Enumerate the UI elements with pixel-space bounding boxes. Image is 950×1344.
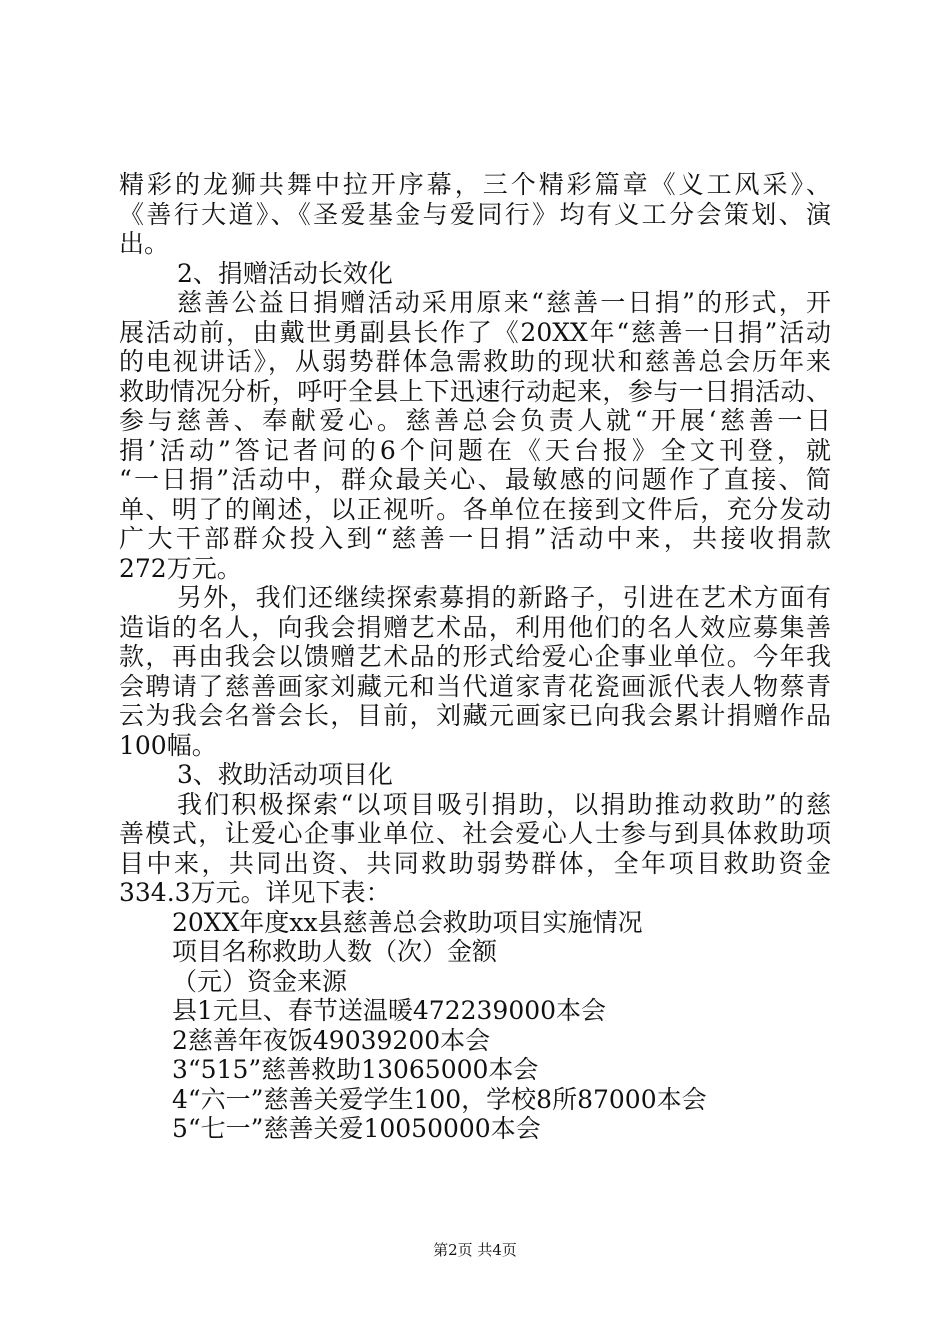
paragraph-line: 100幅。 — [119, 730, 217, 760]
paragraph-line: 的电视讲话》，从弱势群体急需救助的现状和慈善总会历年来 — [119, 347, 831, 376]
section-heading: 3、救助活动项目化 — [177, 760, 393, 789]
page-footer: 第2页 共4页 — [433, 1241, 517, 1259]
section-heading: 2、捐赠活动长效化 — [177, 258, 393, 288]
table-row-line: 2慈善年夜饭49039200本会 — [172, 1025, 491, 1055]
paragraph-line: 我们积极探索“以项目吸引捐助，以捐助推动救助”的慈 — [177, 789, 831, 819]
paragraph-line: 展活动前，由戴世勇副县长作了《20XX年“慈善一日捐”活动 — [119, 317, 831, 347]
paragraph-line: “一日捐”活动中，群众最关心、最敏感的问题作了直接、简 — [119, 465, 831, 494]
table-row-line: 3“515”慈善救助13065000本会 — [172, 1055, 539, 1084]
table-title: 20XX年度xx县慈善总会救助项目实施情况 — [172, 907, 643, 937]
paragraph-line: 参与慈善、奉献爱心。慈善总会负责人就“开展‘慈善一日 — [119, 406, 831, 435]
paragraph-line: 救助情况分析，呼吁全县上下迅速行动起来，参与一日捐活动、 — [119, 376, 831, 406]
paragraph-line: 款，再由我会以馈赠艺术品的形式给爱心企事业单位。今年我 — [119, 642, 831, 671]
table-header-line: 项目名称救助人数（次）金额 — [172, 937, 498, 966]
paragraph-line: 捐’活动”答记者问的6个问题在《天台报》全文刊登，就 — [119, 435, 831, 465]
table-row-line: 4“六一”慈善关爱学生100，学校8所87000本会 — [172, 1084, 707, 1114]
table-row-line: 县1元旦、春节送温暖472239000本会 — [172, 996, 607, 1025]
paragraph-line: 会聘请了慈善画家刘藏元和当代道家青花瓷画派代表人物蔡青 — [119, 671, 831, 701]
table-row-line: 5“七一”慈善关爱10050000本会 — [172, 1114, 541, 1143]
paragraph-line: 334.3万元。详见下表： — [119, 878, 391, 907]
paragraph-line: 广大干部群众投入到“慈善一日捐”活动中来，共接收捐款 — [119, 524, 831, 553]
paragraph-line: 精彩的龙狮共舞中拉开序幕，三个精彩篇章《义工风采》、 — [119, 170, 831, 199]
paragraph-line: 《善行大道》、《圣爱基金与爱同行》均有义工分会策划、演 — [119, 199, 831, 229]
paragraph-line: 慈善公益日捐赠活动采用原来“慈善一日捐”的形式，开 — [177, 288, 831, 317]
body-text — [119, 170, 831, 1144]
paragraph-line: 云为我会名誉会长，目前，刘藏元画家已向我会累计捐赠作品 — [119, 701, 831, 730]
paragraph-line: 善模式，让爱心企事业单位、社会爱心人士参与到具体救助项 — [119, 819, 831, 848]
paragraph-line: 另外，我们还继续探索募捐的新路子，引进在艺术方面有 — [177, 583, 831, 612]
table-header-line: （元）资金来源 — [172, 966, 348, 996]
paragraph-line: 出。 — [119, 229, 170, 258]
paragraph-line: 造诣的名人，向我会捐赠艺术品，利用他们的名人效应募集善 — [119, 612, 831, 642]
paragraph-line: 目中来，共同出资、共同救助弱势群体，全年项目救助资金 — [119, 848, 831, 878]
paragraph-line: 272万元。 — [119, 553, 242, 583]
paragraph-line: 单、明了的阐述，以正视听。各单位在接到文件后，充分发动 — [119, 494, 831, 524]
